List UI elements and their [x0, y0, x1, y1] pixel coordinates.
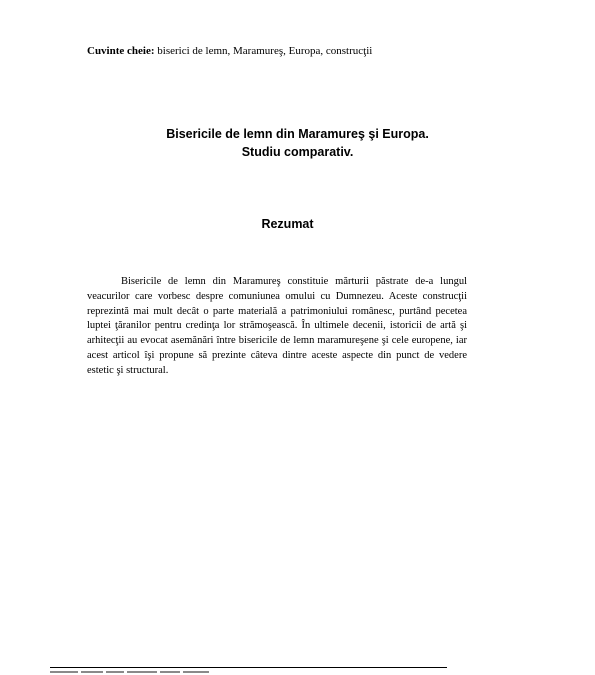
paper-title [0, 125, 595, 161]
paper-title-line-2: Studiu comparativ. [241, 145, 354, 159]
abstract-heading: Rezumat [261, 217, 314, 231]
keywords-text: biserici de lemn, Maramureş, Europa, construcţii [157, 45, 373, 57]
keywords-label: Cuvinte cheie: [87, 45, 155, 57]
footnote-cutoff-text [50, 671, 250, 675]
abstract-body: Bisericile de lemn din Maramureş constituie mărturii păstrate de-a lungul veacurilor care vorbesc despre comuniunea omului cu Dumnezeu. Aceste construcţii reprezintă mai mult decât o parte materială a patrimoniului românesc, purtând pecetea luptei ţăranilor pentru credinţa lor strămoşească. În ultimele decenii, istoricii de artă şi arhitecţii au evocat asemănări între bisericile de lemn maramureşene şi cele europene, iar acest articol îşi propune să prezinte câteva dintre aceste aspecte din punct de vedere estetic şi structural. [87, 276, 467, 376]
keywords-line [87, 44, 372, 58]
paper-title-line-1: Bisericile de lemn din Maramureş şi Europa. [166, 127, 429, 141]
footnote-divider [50, 667, 447, 668]
